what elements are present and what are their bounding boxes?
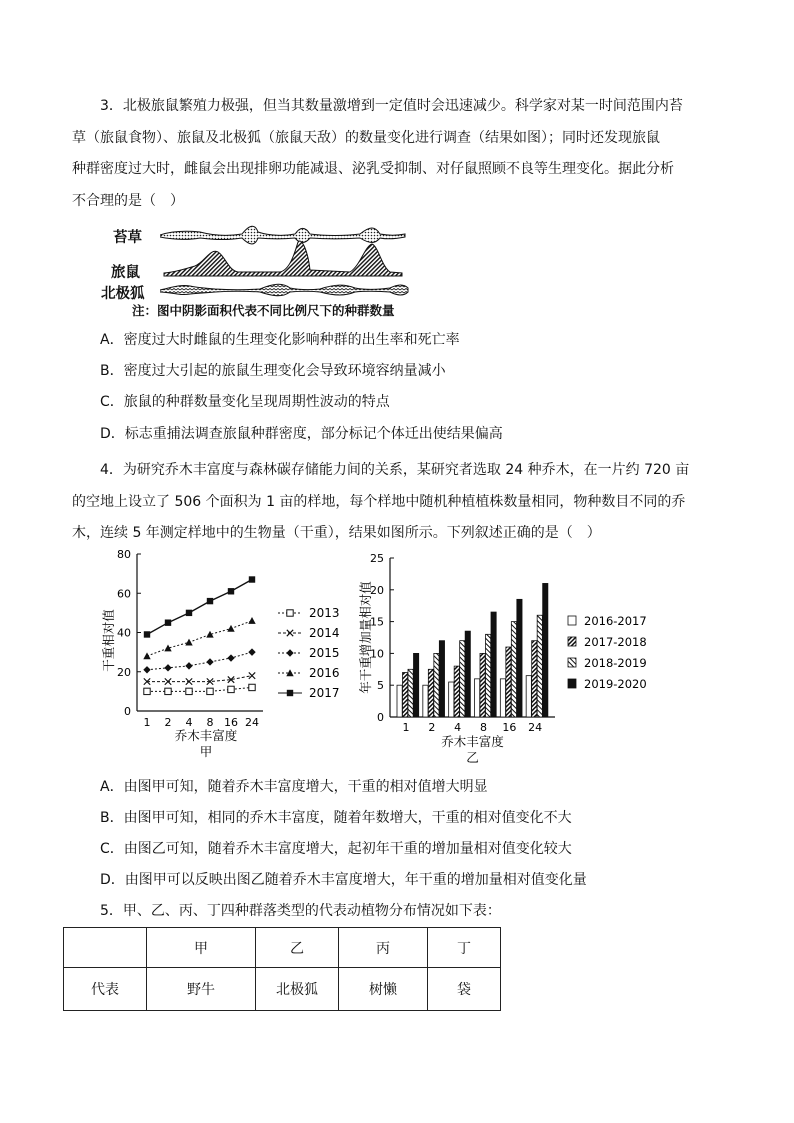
y-tick-label: 15 xyxy=(370,615,384,629)
legend-label: 2018-2019 xyxy=(584,656,647,670)
y-axis-label: 年干重增加量相对值 xyxy=(358,581,373,694)
q4-option-b[interactable]: B．由图甲可知，相同的乔木丰富度，随着年数增大，干重的相对值变化不大 xyxy=(100,810,572,826)
data-point-2014 xyxy=(186,678,192,684)
table-cell: 代表 xyxy=(64,968,147,1011)
q3-stem-line: 种群密度过大时，雌鼠会出现排卵功能减退、泌乳受抑制、对仔鼠照顾不良等生理变化。据此分析 xyxy=(72,161,674,177)
q3-stem-line: 不合理的是（ ） xyxy=(72,192,184,209)
table-cell: 树懒 xyxy=(339,968,428,1011)
y-tick-label: 0 xyxy=(124,705,131,718)
label-arctic-fox: 北极狐 xyxy=(101,285,145,302)
q3-option-b[interactable]: B．密度过大引起的旅鼠生理变化会导致环境容纳量减小 xyxy=(100,363,446,379)
legend-label: 2016-2017 xyxy=(584,614,647,628)
chart-yi xyxy=(355,543,675,763)
data-point-2014 xyxy=(165,678,171,684)
bar-2018-2019 xyxy=(486,634,491,717)
bar-2016-2017 xyxy=(449,682,454,717)
x-tick-label: 2 xyxy=(428,721,436,734)
x-axis-label: 乔木丰富度 xyxy=(174,728,238,743)
x-axis-label: 乔木丰富度 xyxy=(441,734,504,749)
x-tick-label: 1 xyxy=(143,716,151,729)
data-point-2016 xyxy=(248,617,255,624)
table-cell: 野牛 xyxy=(147,968,256,1011)
data-point-2015 xyxy=(206,658,213,665)
data-point-2015 xyxy=(227,654,234,661)
chart-caption: 乙 xyxy=(466,750,479,763)
table-cell: 北极狐 xyxy=(256,968,339,1011)
q4-stem-line: 的空地上设立了 506 个面积为 1 亩的样地，每个样地中随机种植植株数量相同，物种数目不同的乔 xyxy=(72,493,686,510)
bar-2018-2019 xyxy=(460,641,465,717)
sedge-band xyxy=(160,226,405,244)
data-point-2017 xyxy=(144,631,150,637)
legend-marker-2017 xyxy=(287,690,293,696)
data-point-2013 xyxy=(207,688,213,694)
label-lemming: 旅鼠 xyxy=(111,264,140,281)
legend-label: 2019-2020 xyxy=(584,677,647,691)
q3-option-d[interactable]: D．标志重捕法调查旅鼠种群密度，部分标记个体迁出使结果偏高 xyxy=(100,426,503,442)
q4-option-d[interactable]: D．由图甲可以反映出图乙随着乔木丰富度增大，年干重的增加量相对值变化量 xyxy=(100,872,587,888)
table-header-row xyxy=(64,928,501,968)
bar-2018-2019 xyxy=(408,669,413,717)
bar-2017-2018 xyxy=(428,669,433,717)
legend-swatch-2017-2018 xyxy=(568,637,576,646)
data-point-2015 xyxy=(185,662,192,669)
y-tick-label: 20 xyxy=(117,665,131,679)
table-cell xyxy=(64,928,147,968)
legend-label: 2016 xyxy=(309,666,340,680)
bar-2019-2020 xyxy=(491,612,496,717)
x-tick-label: 1 xyxy=(402,721,410,734)
data-point-2017 xyxy=(249,576,255,582)
x-tick-label: 16 xyxy=(224,716,238,729)
q4-stem-line: 4．为研究乔木丰富度与森林碳存储能力间的关系，某研究者选取 24 种乔木，在一片约 720 亩 xyxy=(100,462,690,478)
data-point-2013 xyxy=(186,688,192,694)
bar-2017-2018 xyxy=(403,672,408,717)
series-line-2014 xyxy=(147,676,252,682)
label-sedge: 苔草 xyxy=(113,229,142,246)
bar-2016-2017 xyxy=(423,685,428,717)
x-tick-label: 8 xyxy=(206,716,214,729)
legend-swatch-2018-2019 xyxy=(568,658,576,667)
bar-2019-2020 xyxy=(414,653,419,717)
data-point-2013 xyxy=(144,688,150,694)
legend-marker-2015 xyxy=(286,649,293,656)
chart-caption: 甲 xyxy=(199,744,213,759)
bar-2019-2020 xyxy=(517,599,522,717)
table-row xyxy=(64,968,501,1011)
bar-2016-2017 xyxy=(397,685,402,717)
y-tick-label: 25 xyxy=(370,552,384,565)
q4-stem-line: 木，连续 5 年测定样地中的生物量（干重），结果如图所示。下列叙述正确的是（ ） xyxy=(72,525,601,541)
legend-marker-2014 xyxy=(287,630,293,636)
legend-label: 2014 xyxy=(309,626,340,640)
data-point-2015 xyxy=(248,648,255,655)
q3-option-c[interactable]: C．旅鼠的种群数量变化呈现周期性波动的特点 xyxy=(100,394,390,410)
x-tick-label: 24 xyxy=(528,721,543,734)
data-point-2016 xyxy=(185,639,192,646)
bar-2017-2018 xyxy=(506,647,511,717)
data-point-2017 xyxy=(228,588,234,594)
series-line-2013 xyxy=(147,687,252,691)
y-axis-label: 干重相对值 xyxy=(101,609,116,672)
legend-label: 2017 xyxy=(309,686,340,700)
chart-jia xyxy=(95,543,355,763)
figure-note: 注：图中阴影面积代表不同比例尺下的种群数量 xyxy=(132,303,395,318)
legend-label: 2013 xyxy=(309,606,340,620)
q3-stem-line: 草（旅鼠食物）、旅鼠及北极狐（旅鼠天敌）的数量变化进行调查（结果如图）；同时还发现旅鼠 xyxy=(72,129,660,146)
y-tick-label: 60 xyxy=(117,587,131,601)
table-cell: 丙 xyxy=(339,928,428,968)
q3-stem-line: 3．北极旅鼠繁殖力极强，但当其数量激增到一定值时会迅速减少。科学家对某一时间范围内苔 xyxy=(100,98,683,114)
data-point-2015 xyxy=(143,666,150,673)
x-tick-label: 16 xyxy=(502,721,517,734)
bar-2017-2018 xyxy=(454,666,459,717)
bar-2018-2019 xyxy=(434,653,439,717)
y-tick-label: 10 xyxy=(370,647,384,661)
data-point-2016 xyxy=(227,625,234,632)
y-tick-label: 80 xyxy=(117,548,131,561)
legend-label: 2015 xyxy=(309,646,340,660)
q4-stem xyxy=(72,455,724,550)
x-tick-label: 8 xyxy=(480,721,487,734)
y-tick-label: 20 xyxy=(370,583,384,597)
bar-2016-2017 xyxy=(475,679,480,717)
q4-option-c[interactable]: C．由图乙可知，随着乔木丰富度增大，起初年干重的增加量相对值变化较大 xyxy=(100,841,572,857)
bar-2019-2020 xyxy=(439,641,444,717)
q3-option-a[interactable]: A．密度过大时雌鼠的生理变化影响种群的出生率和死亡率 xyxy=(100,332,460,348)
q5-stem: 5．甲、乙、丙、丁四种群落类型的代表动植物分布情况如下表： xyxy=(100,903,501,919)
data-point-2013 xyxy=(249,684,255,690)
table-cell: 乙 xyxy=(256,928,339,968)
lemming-wave xyxy=(164,241,402,276)
x-tick-label: 2 xyxy=(164,716,172,729)
bar-2018-2019 xyxy=(511,622,516,717)
bar-2019-2020 xyxy=(465,631,470,717)
bar-2016-2017 xyxy=(500,679,505,717)
population-waves-diagram xyxy=(160,222,410,302)
series-line-2017 xyxy=(147,580,252,635)
arctic-fox-wave xyxy=(160,284,408,295)
legend-swatch-2016-2017 xyxy=(568,616,576,625)
y-tick-label: 0 xyxy=(377,711,384,724)
bar-2017-2018 xyxy=(480,653,485,717)
data-point-2017 xyxy=(186,610,192,616)
bar-2019-2020 xyxy=(543,583,548,717)
bar-2018-2019 xyxy=(537,615,542,717)
data-point-2013 xyxy=(228,686,234,692)
legend-marker-2013 xyxy=(287,610,293,616)
table-cell: 丁 xyxy=(428,928,501,968)
bar-2016-2017 xyxy=(526,676,531,717)
y-tick-label: 40 xyxy=(117,626,131,640)
x-tick-label: 24 xyxy=(245,716,259,729)
legend-label: 2017-2018 xyxy=(584,635,647,649)
table-cell: 袋 xyxy=(428,968,501,1011)
y-tick-label: 5 xyxy=(377,679,384,693)
q4-option-a[interactable]: A．由图甲可知，随着乔木丰富度增大，干重的相对值增大明显 xyxy=(100,779,488,795)
data-point-2015 xyxy=(164,664,171,671)
q3-stem xyxy=(72,91,724,217)
legend-swatch-2019-2020 xyxy=(568,679,576,688)
series-line-2015 xyxy=(147,652,252,670)
data-point-2017 xyxy=(165,619,171,625)
data-point-2014 xyxy=(249,672,255,678)
table-cell: 甲 xyxy=(147,928,256,968)
data-point-2016 xyxy=(143,652,150,659)
data-point-2017 xyxy=(207,598,213,604)
q5-table xyxy=(63,927,501,1011)
x-tick-label: 4 xyxy=(454,721,462,734)
bar-2017-2018 xyxy=(532,641,537,717)
data-point-2013 xyxy=(165,688,171,694)
x-tick-label: 4 xyxy=(185,716,193,729)
